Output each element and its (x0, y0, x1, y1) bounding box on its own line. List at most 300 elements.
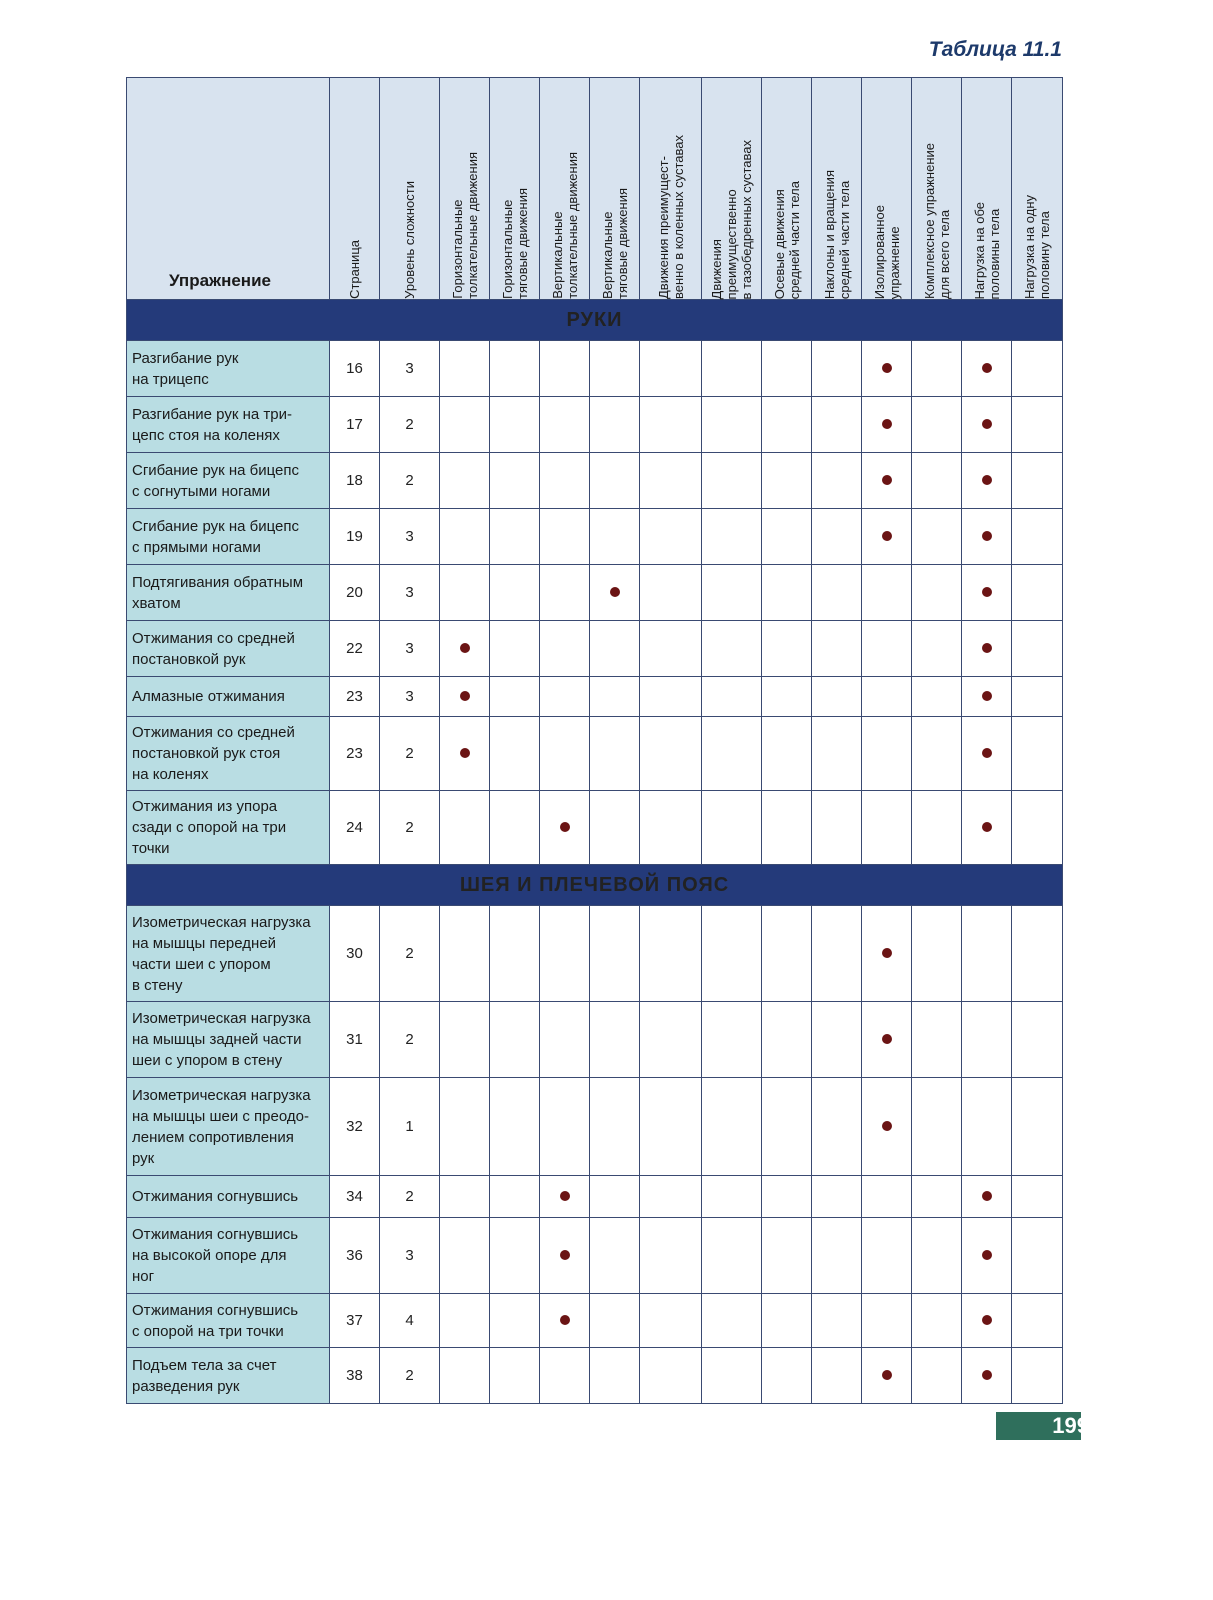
mark-cell (862, 509, 912, 565)
mark-cell (862, 677, 912, 717)
header-column-label: Вертикальные тяговые движения (599, 188, 630, 299)
table-row (127, 677, 1063, 717)
mark-cell (590, 509, 640, 565)
mark-cell (812, 509, 862, 565)
mark-cell (440, 397, 490, 453)
mark-cell (912, 1294, 962, 1348)
mark-cell (440, 1218, 490, 1294)
level-cell: 2 (380, 791, 440, 865)
level-cell: 2 (380, 1348, 440, 1404)
mark-cell (912, 565, 962, 621)
exercise-name: Отжимания согнувшись с опорой на три точки (127, 1294, 330, 1348)
mark-cell (962, 677, 1012, 717)
mark-cell (912, 1218, 962, 1294)
mark-cell (962, 453, 1012, 509)
mark-cell (540, 1078, 590, 1176)
mark-cell (440, 791, 490, 865)
page-cell: 31 (330, 1002, 380, 1078)
section-title: РУКИ (127, 300, 1063, 341)
mark-cell (762, 1218, 812, 1294)
exercise-name: Отжимания из упора сзади с опорой на три точки (127, 791, 330, 865)
mark-dot-icon (982, 1250, 992, 1260)
mark-cell (762, 1348, 812, 1404)
mark-cell (490, 906, 540, 1002)
mark-cell (590, 1294, 640, 1348)
mark-cell (912, 1002, 962, 1078)
header-column (440, 78, 490, 300)
header-column-label: Уровень сложности (402, 181, 417, 299)
mark-cell (540, 397, 590, 453)
mark-cell (440, 621, 490, 677)
mark-dot-icon (882, 1121, 892, 1131)
mark-cell (912, 1078, 962, 1176)
mark-dot-icon (882, 948, 892, 958)
mark-dot-icon (882, 1034, 892, 1044)
mark-cell (440, 1294, 490, 1348)
header-column (380, 78, 440, 300)
mark-dot-icon (982, 1315, 992, 1325)
mark-cell (762, 717, 812, 791)
page-cell: 20 (330, 565, 380, 621)
mark-cell (862, 791, 912, 865)
mark-cell (490, 1348, 540, 1404)
level-cell: 3 (380, 565, 440, 621)
mark-cell (440, 717, 490, 791)
mark-cell (862, 565, 912, 621)
page-number: 199 (1052, 1413, 1089, 1438)
mark-cell (540, 1218, 590, 1294)
mark-cell (640, 1002, 702, 1078)
mark-cell (640, 509, 702, 565)
exercise-name: Алмазные отжимания (127, 677, 330, 717)
mark-dot-icon (560, 1315, 570, 1325)
table-row (127, 1348, 1063, 1404)
mark-dot-icon (982, 748, 992, 758)
mark-cell (962, 565, 1012, 621)
mark-cell (490, 341, 540, 397)
mark-cell (762, 509, 812, 565)
mark-cell (962, 397, 1012, 453)
mark-cell (590, 1218, 640, 1294)
mark-cell (762, 1078, 812, 1176)
mark-cell (540, 565, 590, 621)
section-header-row (127, 865, 1063, 906)
exercise-name: Подтягивания обратным хватом (127, 565, 330, 621)
table-row (127, 1294, 1063, 1348)
mark-cell (540, 1176, 590, 1218)
mark-cell (490, 717, 540, 791)
table-title: Таблица 11.1 (928, 38, 1062, 61)
mark-cell (490, 1078, 540, 1176)
mark-cell (912, 1348, 962, 1404)
mark-cell (702, 509, 762, 565)
mark-cell (862, 906, 912, 1002)
page-number-tab (996, 1412, 1089, 1440)
mark-cell (640, 621, 702, 677)
mark-cell (640, 341, 702, 397)
mark-cell (962, 341, 1012, 397)
mark-cell (862, 397, 912, 453)
mark-cell (912, 621, 962, 677)
mark-cell (490, 677, 540, 717)
header-column (702, 78, 762, 300)
mark-cell (762, 453, 812, 509)
table-row (127, 1176, 1063, 1218)
mark-cell (440, 565, 490, 621)
mark-cell (962, 906, 1012, 1002)
mark-dot-icon (982, 822, 992, 832)
mark-cell (762, 1176, 812, 1218)
mark-cell (490, 453, 540, 509)
mark-cell (490, 565, 540, 621)
table-row (127, 341, 1063, 397)
level-cell: 3 (380, 621, 440, 677)
mark-cell (440, 1002, 490, 1078)
header-column-label: Вертикальные толкательные движения (549, 152, 580, 299)
mark-cell (590, 621, 640, 677)
mark-cell (912, 397, 962, 453)
mark-cell (1012, 906, 1063, 1002)
page-cell: 38 (330, 1348, 380, 1404)
mark-cell (962, 1078, 1012, 1176)
mark-cell (590, 453, 640, 509)
mark-cell (762, 906, 812, 1002)
mark-dot-icon (610, 587, 620, 597)
mark-cell (912, 509, 962, 565)
mark-cell (590, 677, 640, 717)
mark-dot-icon (882, 531, 892, 541)
table-row (127, 1078, 1063, 1176)
mark-cell (862, 1218, 912, 1294)
mark-cell (962, 1002, 1012, 1078)
exercise-name: Сгибание рук на бицепс с согнутыми ногами (127, 453, 330, 509)
mark-cell (490, 397, 540, 453)
page-cell: 18 (330, 453, 380, 509)
level-cell: 2 (380, 1002, 440, 1078)
mark-cell (862, 1002, 912, 1078)
mark-cell (590, 1078, 640, 1176)
mark-cell (640, 906, 702, 1002)
exercise-table (126, 77, 1063, 1404)
header-column (962, 78, 1012, 300)
mark-cell (640, 397, 702, 453)
mark-cell (540, 509, 590, 565)
header-column-label: Страница (347, 240, 362, 299)
mark-cell (962, 621, 1012, 677)
mark-cell (440, 906, 490, 1002)
mark-cell (702, 1002, 762, 1078)
header-column-label: Движения преимущественно в тазобедренных суставах (709, 139, 754, 299)
mark-cell (490, 1002, 540, 1078)
mark-cell (962, 1218, 1012, 1294)
table-row (127, 1002, 1063, 1078)
level-cell: 2 (380, 453, 440, 509)
mark-dot-icon (460, 691, 470, 701)
mark-dot-icon (882, 475, 892, 485)
exercise-name: Изометрическая нагрузка на мышцы задней части шеи с упором в стену (127, 1002, 330, 1078)
mark-cell (640, 1218, 702, 1294)
mark-dot-icon (882, 1370, 892, 1380)
mark-cell (440, 341, 490, 397)
mark-cell (1012, 341, 1063, 397)
mark-cell (962, 509, 1012, 565)
mark-cell (812, 1176, 862, 1218)
mark-cell (812, 677, 862, 717)
mark-cell (912, 906, 962, 1002)
header-column-label: Комплексное упражнение для всего тела (921, 143, 952, 299)
mark-cell (490, 1294, 540, 1348)
header-column (1012, 78, 1063, 300)
mark-cell (490, 1218, 540, 1294)
mark-cell (590, 906, 640, 1002)
mark-cell (540, 1002, 590, 1078)
mark-cell (440, 509, 490, 565)
mark-cell (540, 453, 590, 509)
page-cell: 24 (330, 791, 380, 865)
mark-cell (702, 906, 762, 1002)
mark-cell (762, 621, 812, 677)
mark-cell (440, 677, 490, 717)
header-column-label: Горизонтальные толкательные движения (449, 152, 480, 299)
table-row (127, 565, 1063, 621)
mark-cell (540, 341, 590, 397)
mark-cell (962, 791, 1012, 865)
exercise-name: Подъем тела за счет разведения рук (127, 1348, 330, 1404)
mark-cell (762, 791, 812, 865)
table-row (127, 906, 1063, 1002)
mark-cell (862, 1078, 912, 1176)
mark-cell (862, 717, 912, 791)
level-cell: 3 (380, 677, 440, 717)
mark-cell (762, 341, 812, 397)
level-cell: 2 (380, 397, 440, 453)
header-column-label: Осевые движения средней части тела (771, 180, 802, 299)
header-column (590, 78, 640, 300)
mark-cell (862, 1176, 912, 1218)
mark-dot-icon (460, 643, 470, 653)
mark-cell (912, 677, 962, 717)
mark-cell (812, 1078, 862, 1176)
mark-dot-icon (882, 363, 892, 373)
mark-cell (490, 1176, 540, 1218)
mark-cell (540, 1348, 590, 1404)
mark-cell (812, 565, 862, 621)
mark-cell (590, 1176, 640, 1218)
header-column-label: Нагрузка на одну половину тела (1022, 195, 1052, 299)
mark-cell (912, 341, 962, 397)
header-column-label: Движения преимущест- венно в коленных суставах (655, 135, 686, 299)
mark-cell (812, 906, 862, 1002)
mark-dot-icon (560, 1250, 570, 1260)
mark-cell (862, 1294, 912, 1348)
exercise-name: Отжимания согнувшись на высокой опоре для ног (127, 1218, 330, 1294)
mark-cell (702, 1218, 762, 1294)
page-cell: 23 (330, 717, 380, 791)
table-row (127, 397, 1063, 453)
mark-cell (862, 453, 912, 509)
mark-cell (762, 677, 812, 717)
mark-cell (912, 453, 962, 509)
mark-cell (490, 509, 540, 565)
mark-cell (1012, 1348, 1063, 1404)
level-cell: 2 (380, 906, 440, 1002)
mark-cell (702, 1294, 762, 1348)
mark-cell (962, 717, 1012, 791)
mark-cell (640, 565, 702, 621)
mark-cell (1012, 1218, 1063, 1294)
header-column (862, 78, 912, 300)
mark-cell (590, 341, 640, 397)
section-header-row (127, 300, 1063, 341)
table-row (127, 1218, 1063, 1294)
mark-cell (812, 717, 862, 791)
mark-cell (1012, 621, 1063, 677)
mark-cell (912, 717, 962, 791)
mark-cell (702, 565, 762, 621)
mark-cell (702, 717, 762, 791)
mark-cell (812, 791, 862, 865)
header-column-label: Наклоны и вращения средней части тела (821, 169, 852, 299)
mark-cell (1012, 1176, 1063, 1218)
mark-cell (702, 341, 762, 397)
mark-cell (702, 1348, 762, 1404)
mark-dot-icon (882, 419, 892, 429)
mark-cell (590, 1002, 640, 1078)
exercise-name: Изометрическая нагрузка на мышцы передней части шеи с упором в стену (127, 906, 330, 1002)
mark-cell (862, 341, 912, 397)
mark-cell (812, 453, 862, 509)
mark-cell (540, 621, 590, 677)
mark-cell (1012, 565, 1063, 621)
mark-cell (812, 1218, 862, 1294)
page-cell: 37 (330, 1294, 380, 1348)
mark-cell (590, 397, 640, 453)
mark-cell (702, 621, 762, 677)
exercise-name: Разгибание рук на три- цепс стоя на коленях (127, 397, 330, 453)
table-header-row (127, 78, 1063, 300)
page-cell: 30 (330, 906, 380, 1002)
table-row (127, 717, 1063, 791)
mark-cell (640, 677, 702, 717)
mark-cell (1012, 677, 1063, 717)
mark-dot-icon (560, 822, 570, 832)
mark-cell (812, 1002, 862, 1078)
mark-dot-icon (982, 587, 992, 597)
mark-cell (1012, 1294, 1063, 1348)
mark-cell (1012, 1078, 1063, 1176)
page-cell: 19 (330, 509, 380, 565)
header-exercise: Упражнение (127, 78, 330, 300)
mark-cell (1012, 397, 1063, 453)
page-cell: 23 (330, 677, 380, 717)
page-cell: 36 (330, 1218, 380, 1294)
mark-cell (762, 1294, 812, 1348)
mark-cell (812, 341, 862, 397)
table-row (127, 621, 1063, 677)
mark-cell (590, 1348, 640, 1404)
mark-cell (1012, 509, 1063, 565)
mark-cell (640, 453, 702, 509)
page-cell: 34 (330, 1176, 380, 1218)
mark-cell (702, 397, 762, 453)
mark-cell (762, 565, 812, 621)
mark-dot-icon (982, 1370, 992, 1380)
mark-cell (590, 565, 640, 621)
mark-cell (812, 1294, 862, 1348)
section-title: ШЕЯ И ПЛЕЧЕВОЙ ПОЯС (127, 865, 1063, 906)
level-cell: 2 (380, 717, 440, 791)
page-cell: 22 (330, 621, 380, 677)
exercise-name: Сгибание рук на бицепс с прямыми ногами (127, 509, 330, 565)
mark-cell (812, 397, 862, 453)
mark-dot-icon (982, 419, 992, 429)
exercise-name: Отжимания согнувшись (127, 1176, 330, 1218)
mark-dot-icon (982, 531, 992, 541)
mark-cell (912, 1176, 962, 1218)
mark-cell (640, 717, 702, 791)
page-cell: 16 (330, 341, 380, 397)
mark-cell (640, 1294, 702, 1348)
mark-cell (762, 1002, 812, 1078)
header-column (762, 78, 812, 300)
mark-cell (962, 1348, 1012, 1404)
header-column (812, 78, 862, 300)
mark-dot-icon (982, 691, 992, 701)
mark-cell (440, 1176, 490, 1218)
mark-cell (962, 1176, 1012, 1218)
mark-cell (1012, 1002, 1063, 1078)
table-row (127, 791, 1063, 865)
mark-cell (812, 621, 862, 677)
header-column-label: Горизонтальные тяговые движения (499, 188, 530, 299)
level-cell: 4 (380, 1294, 440, 1348)
mark-cell (540, 677, 590, 717)
mark-cell (490, 791, 540, 865)
mark-cell (640, 1078, 702, 1176)
mark-dot-icon (460, 748, 470, 758)
header-column (640, 78, 702, 300)
mark-cell (1012, 453, 1063, 509)
page-cell: 32 (330, 1078, 380, 1176)
table-row (127, 453, 1063, 509)
level-cell: 3 (380, 1218, 440, 1294)
header-column (912, 78, 962, 300)
exercise-name: Отжимания со средней постановкой рук стоя на коленях (127, 717, 330, 791)
mark-cell (702, 791, 762, 865)
mark-cell (762, 397, 812, 453)
mark-dot-icon (982, 643, 992, 653)
level-cell: 2 (380, 1176, 440, 1218)
mark-dot-icon (982, 475, 992, 485)
mark-cell (702, 453, 762, 509)
page-cell: 17 (330, 397, 380, 453)
mark-cell (702, 1176, 762, 1218)
mark-cell (540, 791, 590, 865)
table-row (127, 509, 1063, 565)
mark-cell (540, 717, 590, 791)
mark-cell (812, 1348, 862, 1404)
mark-cell (862, 1348, 912, 1404)
level-cell: 1 (380, 1078, 440, 1176)
mark-cell (912, 791, 962, 865)
mark-cell (640, 1176, 702, 1218)
mark-cell (962, 1294, 1012, 1348)
header-column (540, 78, 590, 300)
mark-dot-icon (560, 1191, 570, 1201)
level-cell: 3 (380, 341, 440, 397)
mark-cell (702, 1078, 762, 1176)
mark-cell (490, 621, 540, 677)
